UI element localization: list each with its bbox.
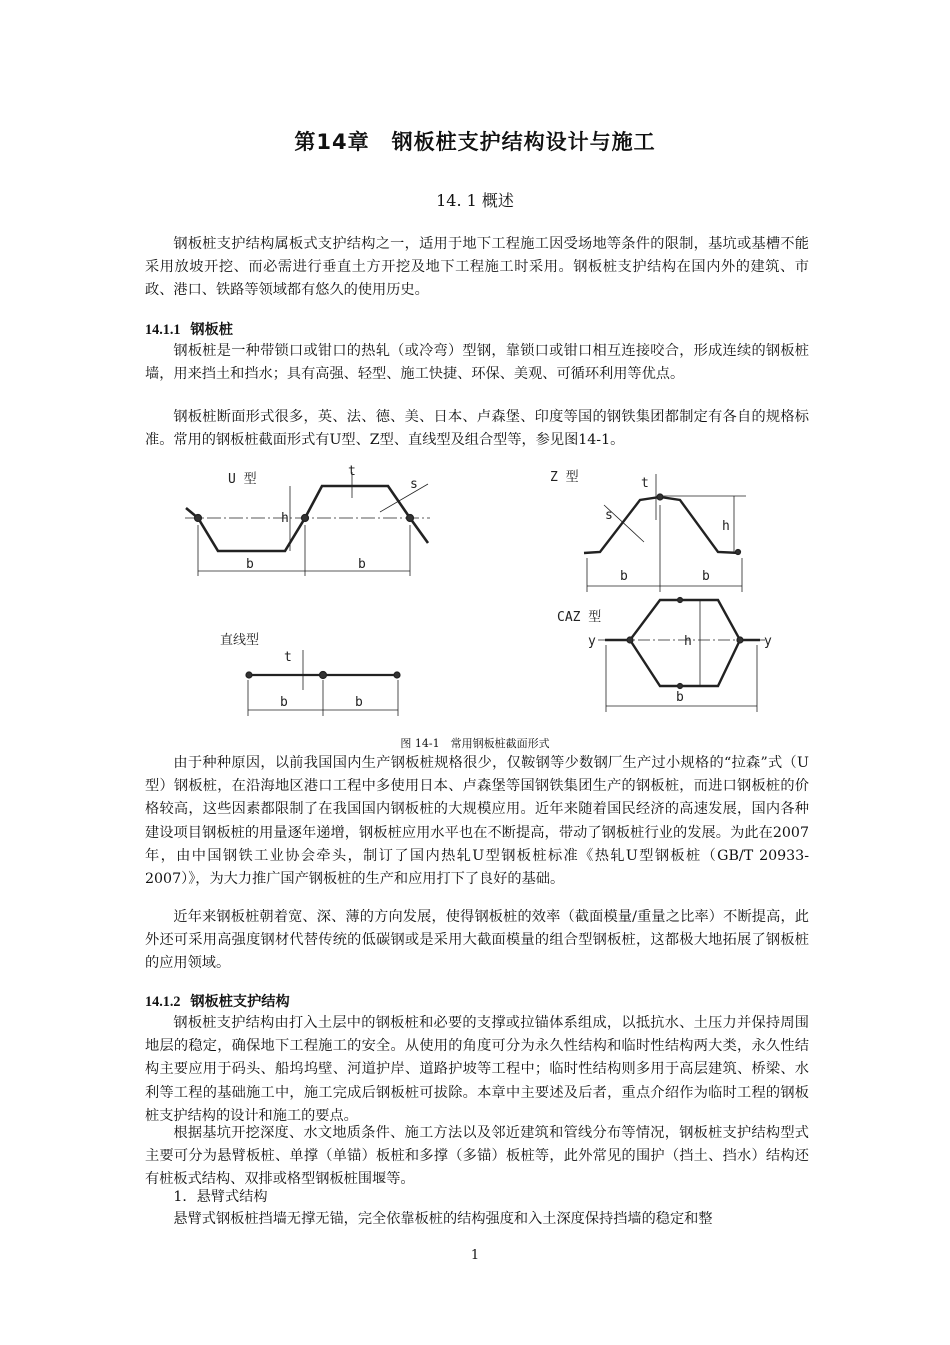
list-item-1: 1．悬臂式结构 [173,1189,268,1205]
subsection-title: 钢板桩 [190,322,233,338]
figure-sheet-pile-sections [0,455,950,735]
straight-type-diagram [246,650,400,716]
paragraph-s1-1: 钢板桩是一种带锁口或钳口的热轧（或冷弯）型钢，靠锁口或钳口相互连接咬合，形成连续的钢板桩墙，用来挡土和挡水；具有高强、轻型、施工快捷、环保、美观、可循环利用等优点。 [145,343,809,383]
section-title: 14. 1 概述 [436,191,514,210]
intro-paragraph: 钢板桩支护结构属板式支护结构之一，适用于地下工程施工因受场地等条件的限制，基坑或基槽不能采用放坡开挖、而必需进行垂直土方开挖及地下工程施工时采用。钢板桩支护结构在国内外的建筑、市政、港口、铁路等领域都有悠久的使用历史。 [145,236,809,299]
z-dim-b1: b [620,569,628,584]
page-number: 1 [470,1248,480,1263]
caz-axis-y-left: y [588,634,596,649]
z-dim-s: s [605,508,613,523]
u-dim-t: t [348,464,356,479]
z-dim-h: h [722,519,730,534]
caz-type-label: CAZ 型 [557,610,602,625]
u-dim-h: h [281,511,289,526]
z-dim-b2: b [702,569,710,584]
caz-dim-h: h [684,634,692,649]
figure-caption: 图 14-1 常用钢板桩截面形式 [400,737,550,750]
straight-dim-b1: b [280,695,288,710]
subsection-heading-2 [145,991,290,1011]
paragraph-s1-2: 钢板桩断面形式很多，英、法、德、美、日本、卢森堡、印度等国的钢铁集团都制定有各自的规格标准。常用的钢板桩截面形式有U型、Z型、直线型及组合型等，参见图14-1。 [145,409,809,449]
u-type-label: U 型 [228,472,257,487]
caz-axis-y-right: y [764,634,772,649]
straight-type-label: 直线型 [220,633,260,648]
paragraph-3: 由于种种原因，以前我国国内生产钢板桩规格很少，仅鞍钢等少数钢厂生产过小规格的“拉森”式（U型）钢板桩，在沿海地区港口工程中多使用日本、卢森堡等国钢铁集团生产的钢板桩，而进口钢板桩的价格较高，这些因素都限制了在我国国内钢板桩的大规模应用。近年来随着国民经济的高速发展，国内各种建设项目钢板桩的用量逐年递增，钢板桩应用水平也在不断提高，带动了钢板桩行业的发展。为此在2007年，由中国钢铁工业协会牵头，制订了国内热轧U型钢板桩标准《热轧U型钢板桩（GB/T 20933-2007）》，为大力推广国产钢板桩的生产和应用打下了良好的基础。 [145,755,809,888]
paragraph-s2-1: 钢板桩支护结构由打入土层中的钢板桩和必要的支撑或拉锚体系组成，以抵抗水、土压力并保持周围地层的稳定，确保地下工程施工的安全。从使用的角度可分为永久性结构和临时性结构两大类，永久性结构主要应用于码头、船坞坞壁、河道护岸、道路护坡等工程中；临时性结构则多用于高层建筑、桥梁、水利等工程的基础施工中，施工完成后钢板桩可拔除。本章中主要述及后者，重点介绍作为临时工程的钢板桩支护结构的设计和施工的要点。 [145,1015,809,1124]
z-type-label: Z 型 [550,470,579,485]
subsection-heading-1 [145,319,233,339]
subsection-title: 钢板桩支护结构 [190,994,290,1010]
paragraph-s2-2: 根据基坑开挖深度、水文地质条件、施工方法以及邻近建筑和管线分布等情况，钢板桩支护结构型式主要可分为悬臂板桩、单撑（单锚）板桩和多撑（多锚）板桩等，此外常见的围护（挡土、挡水）结构还有桩板式结构、双排或格型钢板桩围堰等。 [145,1125,809,1188]
subsection-number: 14.1.2 [145,994,181,1010]
straight-dim-t: t [284,650,292,665]
straight-dim-b2: b [355,695,363,710]
paragraph-s2-3: 悬臂式钢板桩挡墙无撑无锚，完全依靠板桩的结构强度和入土深度保持挡墙的稳定和整 [173,1211,713,1227]
paragraph-4: 近年来钢板桩朝着宽、深、薄的方向发展，使得钢板桩的效率（截面模量/重量之比率）不断提高，此外还可采用高强度钢材代替传统的低碳钢或是采用大截面模量的组合型钢板桩，这都极大地拓展了钢板桩的应用领域。 [145,909,809,972]
z-dim-t: t [641,476,649,491]
u-type-diagram [185,472,430,576]
chapter-title: 第14章 钢板桩支护结构设计与施工 [294,130,656,154]
u-dim-b2: b [358,557,366,572]
u-dim-s: s [410,477,418,492]
subsection-number: 14.1.1 [145,322,181,338]
caz-dim-b: b [676,690,684,705]
u-dim-b1: b [246,557,254,572]
